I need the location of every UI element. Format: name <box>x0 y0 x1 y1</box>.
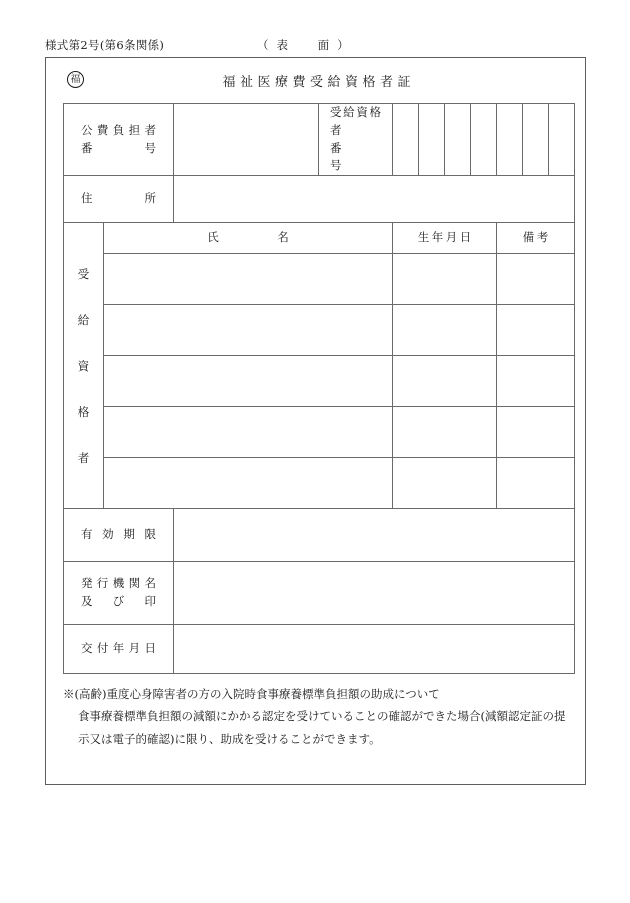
recipient-digit-cell[interactable] <box>497 104 523 176</box>
certificate-table <box>63 103 575 674</box>
recipient-name-cell[interactable] <box>104 407 393 458</box>
public-payer-label-line2: 番 号 <box>81 140 156 155</box>
recipient-digit-cell[interactable] <box>445 104 471 176</box>
fukushi-seal-icon: 福 <box>67 71 84 88</box>
footnote <box>63 683 568 750</box>
recipient-digit-cell[interactable] <box>393 104 419 176</box>
certificate-title: 福祉医療費受給資格者証 <box>222 75 415 90</box>
recipient-section-vertical-label <box>64 223 104 509</box>
public-payer-label-cell <box>64 104 174 176</box>
recipient-remarks-cell[interactable] <box>497 356 575 407</box>
recipient-table-header-row <box>64 223 575 254</box>
footnote-line-3: 示又は電子的確認)に限り、助成を受けることができます。 <box>78 731 381 746</box>
issue-date-label: 交付年月日 <box>81 641 156 656</box>
recipient-remarks-cell[interactable] <box>497 458 575 509</box>
recipient-section-char: 給 <box>77 312 90 327</box>
caption-row <box>45 37 545 55</box>
recipient-remarks-cell[interactable] <box>497 407 575 458</box>
page-side-label: （ 表 面 ） <box>257 38 351 52</box>
validity-value-cell[interactable] <box>174 509 575 562</box>
recipient-birthdate-cell[interactable] <box>393 407 497 458</box>
form-number: 様式第2号(第6条関係) <box>45 38 165 52</box>
issuer-row <box>64 562 575 625</box>
recipient-remarks-cell[interactable] <box>497 305 575 356</box>
recipient-birthdate-cell[interactable] <box>393 356 497 407</box>
validity-label-cell <box>64 509 174 562</box>
payer-number-row <box>64 104 575 176</box>
issue-date-value-cell[interactable] <box>174 625 575 674</box>
column-header-remarks: 備考 <box>497 223 575 254</box>
public-payer-label-line1: 公費負担者 <box>81 122 156 137</box>
recipient-birthdate-cell[interactable] <box>393 305 497 356</box>
recipient-section-char: 格 <box>77 404 90 419</box>
issuer-label-line1: 発行機関名 <box>81 576 156 591</box>
recipient-birthdate-cell[interactable] <box>393 458 497 509</box>
recipient-name-cell[interactable] <box>104 458 393 509</box>
recipient-birthdate-cell[interactable] <box>393 254 497 305</box>
recipient-data-row <box>64 356 575 407</box>
recipient-data-row <box>64 458 575 509</box>
recipient-section-char: 資 <box>77 358 90 373</box>
recipient-section-char: 者 <box>77 450 90 465</box>
recipient-name-cell[interactable] <box>104 356 393 407</box>
issue-date-row <box>64 625 575 674</box>
recipient-remarks-cell[interactable] <box>497 254 575 305</box>
recipient-name-cell[interactable] <box>104 305 393 356</box>
issuer-value-cell[interactable] <box>174 562 575 625</box>
footnote-line-1: ※(高齢)重度心身障害者の方の入院時食事療養標準負担額の助成について <box>63 687 440 701</box>
validity-row <box>64 509 575 562</box>
recipient-data-row <box>64 407 575 458</box>
recipient-digit-cell[interactable] <box>419 104 445 176</box>
issuer-label-cell <box>64 562 174 625</box>
issuer-label-line2: 及 び 印 <box>81 594 156 609</box>
address-label-cell <box>64 176 174 223</box>
address-value-cell[interactable] <box>174 176 575 223</box>
address-label: 住所 <box>81 191 156 206</box>
recipient-data-row <box>64 254 575 305</box>
recipient-number-label-cell <box>319 104 393 176</box>
certificate-title-bar <box>46 58 587 103</box>
validity-label: 有効期限 <box>81 527 156 542</box>
recipient-data-row <box>64 305 575 356</box>
recipient-digit-cell[interactable] <box>471 104 497 176</box>
recipient-digit-cell[interactable] <box>523 104 549 176</box>
recipient-section-char: 受 <box>77 266 90 281</box>
recipient-number-label-line1: 受給資格者 <box>330 105 381 137</box>
recipient-number-label-line2: 番 号 <box>330 140 376 173</box>
recipient-name-cell[interactable] <box>104 254 393 305</box>
issue-date-label-cell <box>64 625 174 674</box>
column-header-name: 氏 名 <box>104 223 393 254</box>
public-payer-value-cell[interactable] <box>174 104 319 176</box>
certificate-frame <box>45 57 586 785</box>
footnote-line-2: 食事療養標準負担額の減額にかかる認定を受けていることの確認ができた場合(減額認定証の提 <box>78 709 566 724</box>
column-header-birthdate: 生年月日 <box>393 223 497 254</box>
address-row <box>64 176 575 223</box>
recipient-digit-cell[interactable] <box>549 104 575 176</box>
